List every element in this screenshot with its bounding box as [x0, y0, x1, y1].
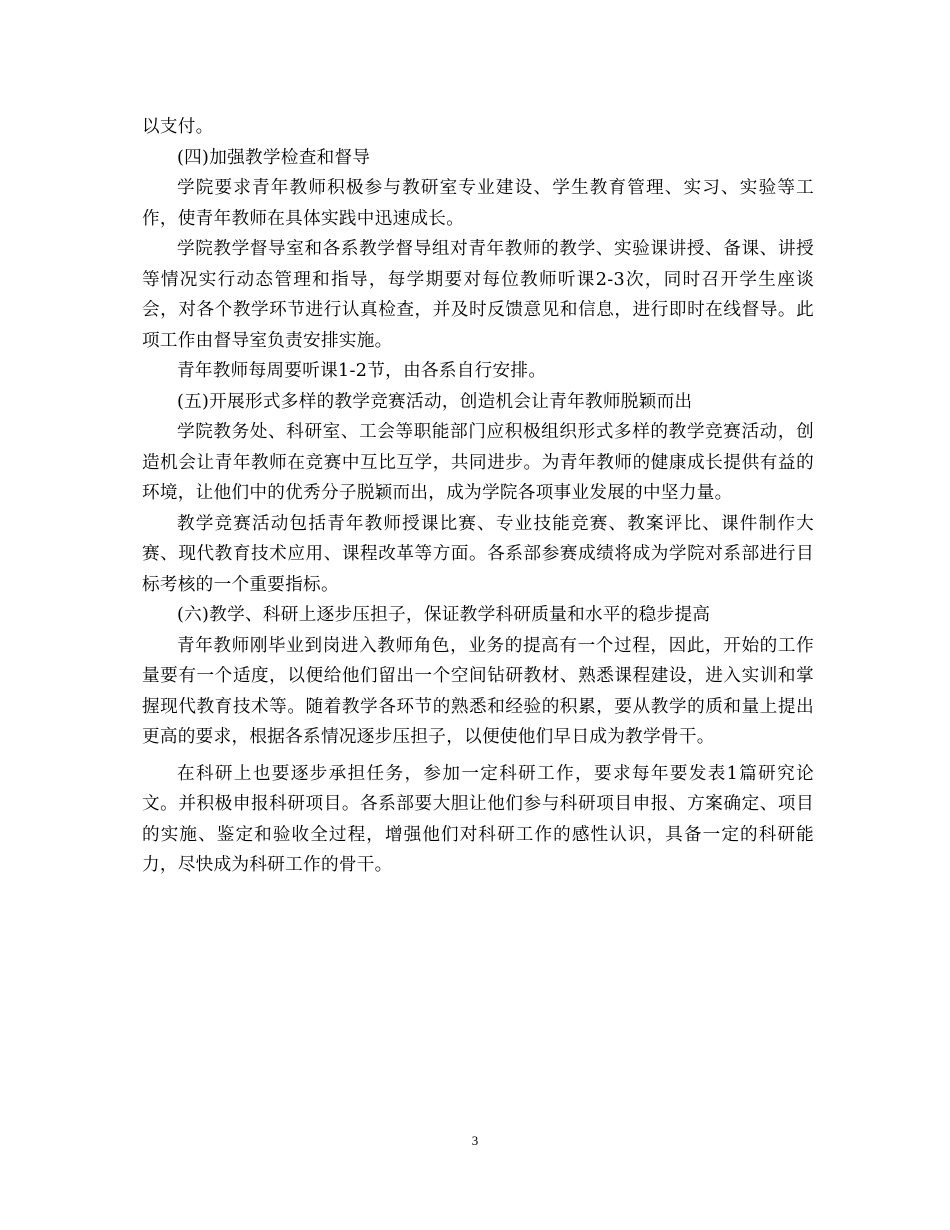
paragraph: 在科研上也要逐步承担任务，参加一定科研工作，要求每年要发表1篇研究论文。并积极申报科研项目。各系部要大胆让他们参与科研项目申报、方案确定、项目的实施、鉴定和验收全过程，增强他们对科研工作的感性认识，具备一定的科研能力，尽快成为科研工作的骨干。 [142, 763, 814, 875]
paragraph: 学院教学督导室和各系教学督导组对青年教师的教学、实验课讲授、备课、讲授等情况实行动态管理和指导，每学期要对每位教师听课2-3次，同时召开学生座谈会，对各个教学环节进行认真检查，并及时反馈意见和信息，进行即时在线督导。此项工作由督导室负责安排实施。 [142, 239, 814, 351]
section-heading-4: (四)加强教学检查和督导 [177, 147, 371, 168]
paragraph: 学院要求青年教师积极参与教研室专业建设、学生教育管理、实习、实验等工作，使青年教师在具体实践中迅速成长。 [142, 178, 814, 229]
paragraph: 教学竞赛活动包括青年教师授课比赛、专业技能竞赛、教案评比、课件制作大赛、现代教育技术应用、课程改革等方面。各系部参赛成绩将成为学院对系部进行目标考核的一个重要指标。 [142, 513, 814, 595]
paragraph-continuation: 以支付。 [142, 117, 214, 137]
paragraph: 学院教务处、科研室、工会等职能部门应积极组织形式多样的教学竞赛活动，创造机会让青年教师在竞赛中互比互学，共同进步。为青年教师的健康成长提供有益的环境，让他们中的优秀分子脱颖而出，成为学院各项事业发展的中坚力量。 [142, 422, 814, 503]
section-heading-6: (六)教学、科研上逐步压担子，保证教学科研质量和水平的稳步提高 [177, 605, 711, 625]
paragraph: 青年教师每周要听课1-2节，由各系自行安排。 [177, 361, 547, 381]
paragraph: 青年教师刚毕业到岗进入教师角色，业务的提高有一个过程，因此，开始的工作量要有一个适度，以便给他们留出一个空间钻研教材、熟悉课程建设，进入实训和掌握现代教育技术等。随着教学各环节的熟悉和经验的积累，要从教学的质和量上提出更高的要求，根据各系情况逐步压担子，以便使他们早日成为教学骨干。 [142, 635, 814, 747]
page-number: 3 [471, 1133, 479, 1148]
document-body [142, 112, 814, 881]
section-heading-5: (五)开展形式多样的教学竞赛活动，创造机会让青年教师脱颖而出 [177, 391, 693, 412]
